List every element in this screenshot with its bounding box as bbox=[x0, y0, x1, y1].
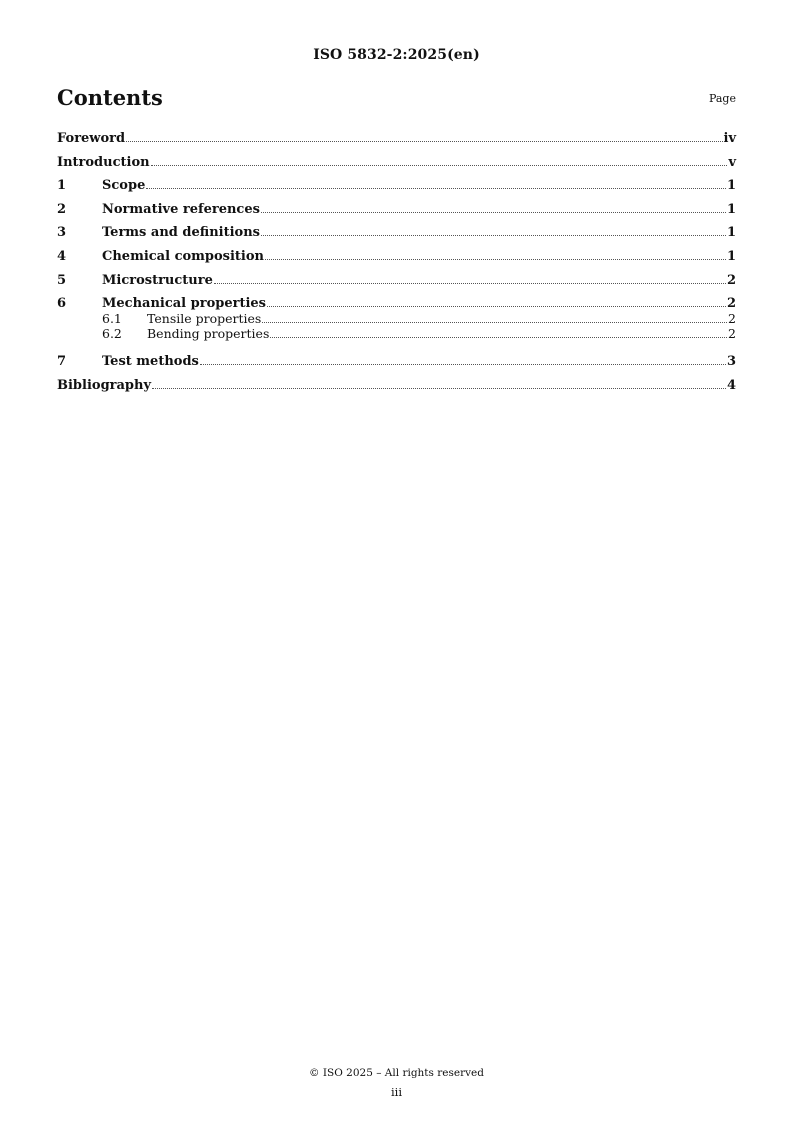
table-of-contents bbox=[57, 128, 736, 398]
toc-leader-dots bbox=[262, 321, 727, 323]
document-id-header: ISO 5832-2:2025(en) bbox=[313, 47, 480, 63]
toc-entry-title: Test methods bbox=[102, 354, 199, 370]
page-column-label: Page bbox=[708, 92, 736, 105]
toc-entry-bending-properties[interactable] bbox=[57, 327, 736, 342]
toc-entry-title: Microstructure bbox=[102, 272, 213, 288]
toc-entry-number: 6.1 bbox=[102, 311, 122, 327]
toc-entry-page: 1 bbox=[726, 178, 736, 194]
toc-entry-number: 5 bbox=[57, 272, 67, 288]
toc-entry-title: Terms and definitions bbox=[102, 225, 260, 241]
toc-entry-page: 4 bbox=[726, 377, 736, 393]
toc-leader-dots bbox=[214, 282, 726, 284]
toc-entry-title: Scope bbox=[102, 178, 146, 194]
page-number: iii bbox=[390, 1085, 403, 1099]
toc-entry-title: Chemical composition bbox=[102, 248, 264, 264]
toc-entry-number: 6 bbox=[57, 296, 67, 312]
toc-entry-number: 3 bbox=[57, 225, 67, 241]
toc-entry-number: 1 bbox=[57, 178, 67, 194]
toc-entry-number: 2 bbox=[57, 201, 67, 217]
toc-entry-title: Bending properties bbox=[147, 326, 270, 342]
toc-leader-dots bbox=[267, 305, 726, 307]
toc-entry-bibliography[interactable] bbox=[57, 375, 736, 399]
toc-entry-number: 6.2 bbox=[102, 326, 122, 342]
toc-entry-introduction[interactable] bbox=[57, 152, 736, 176]
toc-leader-dots bbox=[146, 187, 726, 189]
toc-entry-microstructure[interactable] bbox=[57, 270, 736, 294]
toc-entry-page: v bbox=[728, 154, 736, 170]
toc-entry-chemical-composition[interactable] bbox=[57, 246, 736, 270]
toc-entry-mechanical-properties[interactable] bbox=[57, 293, 736, 312]
toc-entry-page: 1 bbox=[726, 201, 736, 217]
toc-entry-title: Foreword bbox=[57, 131, 126, 146]
toc-leader-dots bbox=[261, 234, 726, 236]
toc-entry-number: 4 bbox=[57, 248, 67, 264]
toc-entry-foreword[interactable] bbox=[57, 128, 736, 152]
toc-entry-page: 3 bbox=[726, 354, 736, 370]
toc-entry-page: 1 bbox=[726, 248, 736, 264]
toc-entry-title: Introduction bbox=[57, 154, 150, 170]
toc-entry-page: 2 bbox=[726, 296, 736, 312]
toc-leader-dots bbox=[152, 387, 726, 389]
toc-entry-page: 2 bbox=[728, 326, 736, 342]
toc-entry-tensile-properties[interactable] bbox=[57, 312, 736, 327]
toc-leader-dots bbox=[261, 211, 726, 213]
toc-entry-title: Normative references bbox=[102, 201, 260, 217]
toc-entry-title: Tensile properties bbox=[147, 311, 262, 327]
toc-entry-page: 2 bbox=[728, 311, 736, 327]
toc-leader-dots bbox=[126, 140, 722, 142]
toc-entry-scope[interactable] bbox=[57, 175, 736, 199]
toc-entry-title: Bibliography bbox=[57, 377, 152, 393]
toc-entry-normative-references[interactable] bbox=[57, 199, 736, 223]
toc-leader-dots bbox=[200, 363, 726, 365]
toc-entry-page: 2 bbox=[726, 272, 736, 288]
contents-heading: Contents bbox=[57, 85, 163, 110]
toc-entry-page: iv bbox=[723, 131, 736, 146]
toc-leader-dots bbox=[151, 164, 728, 166]
toc-entry-test-methods[interactable] bbox=[57, 351, 736, 375]
toc-entry-title: Mechanical properties bbox=[102, 296, 266, 312]
toc-entry-terms-and-definitions[interactable] bbox=[57, 222, 736, 246]
toc-entry-page: 1 bbox=[726, 225, 736, 241]
copyright-footer: © ISO 2025 – All rights reserved bbox=[309, 1067, 484, 1079]
toc-leader-dots bbox=[270, 336, 727, 338]
toc-entry-number: 7 bbox=[57, 354, 67, 370]
toc-leader-dots bbox=[265, 258, 726, 260]
